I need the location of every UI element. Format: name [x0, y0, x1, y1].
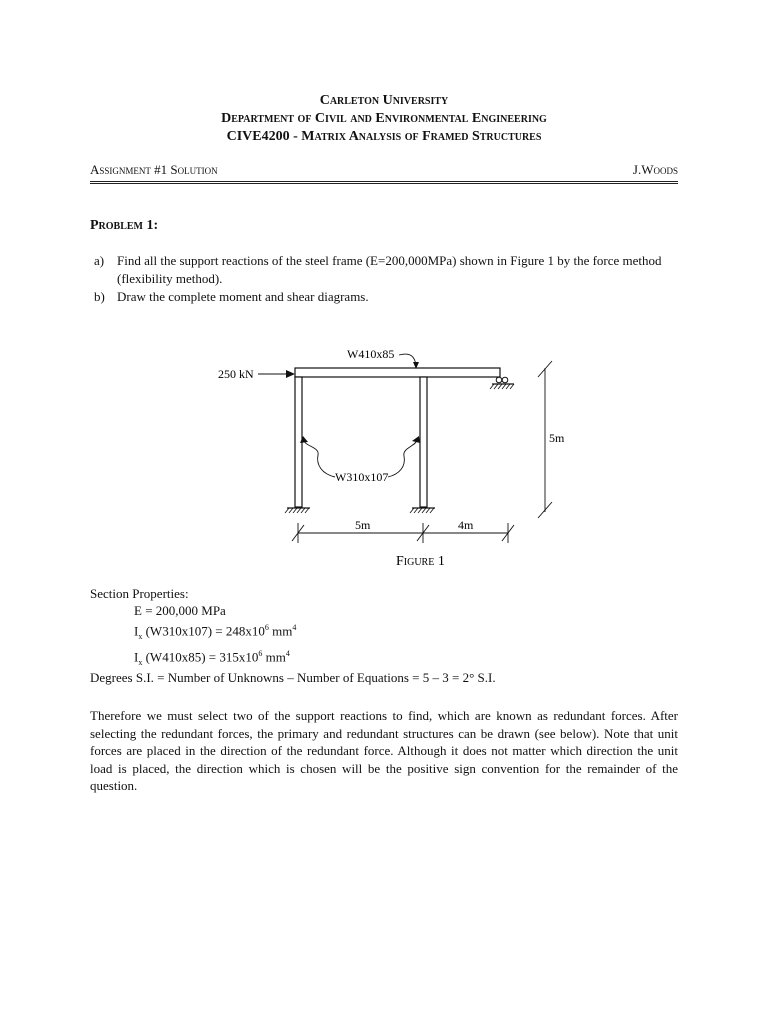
author-name: J.Woods	[632, 162, 678, 177]
inertia-symbol: I	[134, 623, 139, 639]
explanation-paragraph: Therefore we must select two of the support reactions to find, which are known as redundant forces. After selecting the redundant forces, the primary and redundant structures can be drawn (see below). Note that unit forces are placed in the direction of the redundant force. Although it does not matter which direction the unit load is placed, the direction which is chosen will be the positive sign convention for the remainder of the question.	[90, 708, 678, 793]
span2-label: 4m	[458, 518, 474, 532]
left-fixed-support	[285, 508, 310, 513]
item-label: a)	[94, 253, 105, 268]
load-arrow	[258, 370, 295, 378]
course-title: Matrix Analysis of Framed Structures	[301, 129, 542, 144]
assignment-title: Assignment #1 Solution	[90, 162, 218, 177]
inertia-unit: mm	[262, 649, 286, 665]
section-properties	[90, 585, 296, 671]
department-name: Department of Civil and Environmental Engineering	[221, 111, 547, 126]
inertia-exponent: 6	[258, 648, 263, 658]
inertia-unit-exponent: 4	[292, 623, 297, 632]
inertia-unit-exponent: 4	[285, 648, 290, 658]
inertia-exponent: 6	[264, 623, 269, 632]
degrees-statement: Degrees S.I. = Number of Unknowns – Number of Equations = 5 – 3 = 2° S.I.	[90, 670, 496, 685]
inertia-subscript: x	[138, 657, 143, 667]
modulus-line: E = 200,000 MPa	[134, 603, 226, 618]
course-separator: -	[289, 129, 302, 144]
height-label: 5m	[549, 431, 565, 445]
university-name: Carleton University	[319, 93, 449, 108]
item-text: Draw the complete moment and shear diagrams.	[117, 289, 369, 304]
item-label: b)	[94, 289, 105, 304]
beam-leader	[399, 354, 416, 366]
inertia-subscript: x	[138, 631, 143, 641]
right-column-leader	[388, 440, 417, 477]
beam	[295, 368, 500, 377]
inertia-symbol: I	[134, 649, 139, 665]
column-section-label: W310x107	[335, 470, 389, 484]
right-roller-support	[490, 377, 514, 389]
load-label: 250 kN	[218, 367, 254, 381]
item-text: Find all the support reactions of the steel frame (E=200,000MPa) shown in Figure 1 by the force method (flexibility method).	[117, 253, 662, 286]
inertia-beam-line	[90, 645, 296, 671]
inertia-value: (W310x107) = 248x10	[142, 623, 265, 639]
left-column-leader	[304, 440, 335, 477]
inertia-value: (W410x85) = 315x10	[142, 649, 259, 665]
beam-section-label: W410x85	[347, 347, 395, 361]
middle-column	[420, 377, 427, 507]
span1-label: 5m	[355, 518, 371, 532]
problem-title: Problem 1:	[90, 218, 159, 233]
middle-fixed-support	[410, 508, 435, 513]
inertia-unit: mm	[268, 623, 293, 639]
course-code: CIVE4200	[226, 129, 290, 144]
inertia-column-line	[90, 619, 296, 645]
section-properties-title: Section Properties:	[90, 586, 189, 601]
figure-caption: Figure 1	[396, 554, 445, 569]
span-dimension	[292, 523, 514, 543]
